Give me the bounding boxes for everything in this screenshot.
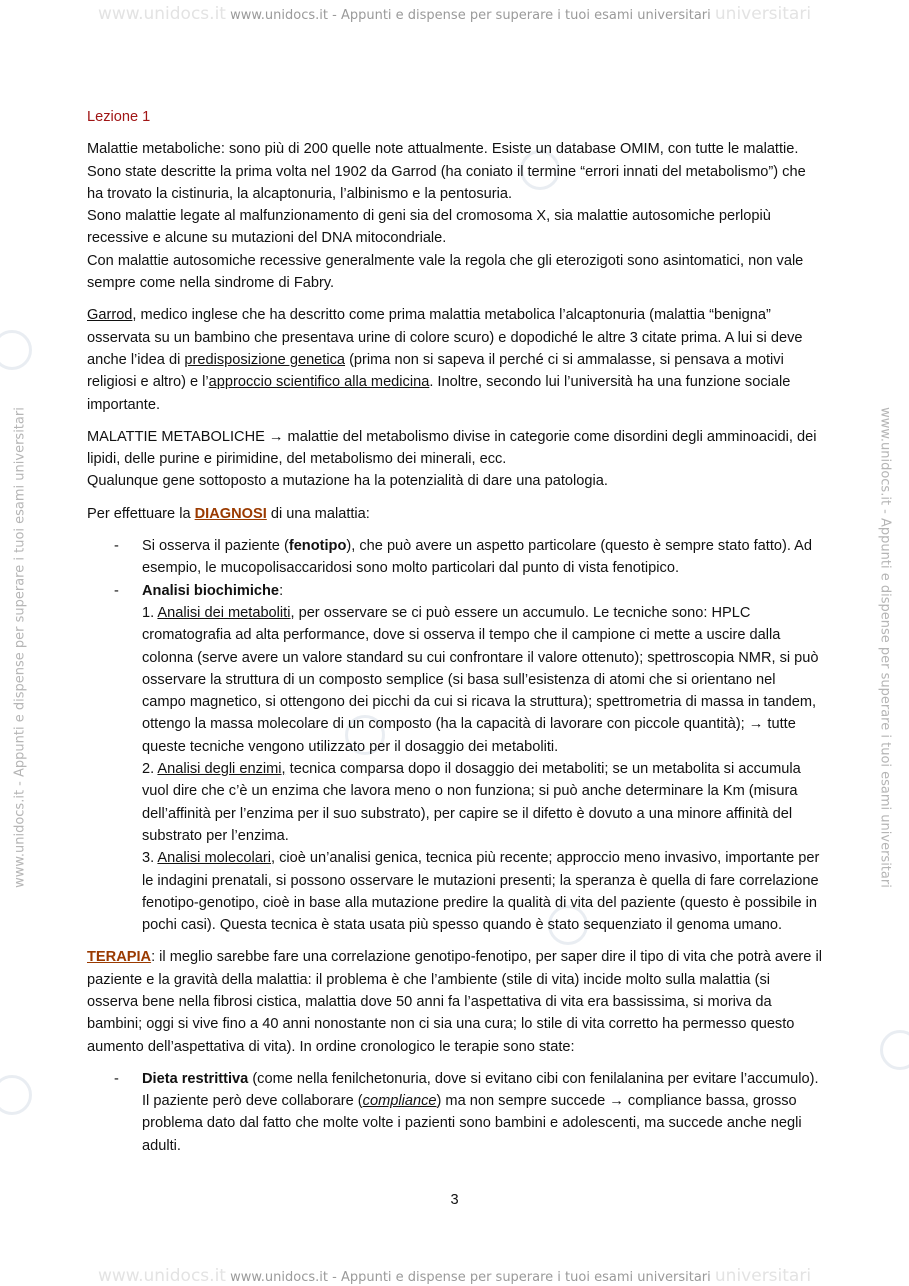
watermark-ghost-left: www.unidocs.it — [97, 4, 226, 24]
fenotipo-text: ), che può avere un aspetto particolare (questo è sempre stato fatto). Ad esempio, le mucopolisaccaridosi sono molto particolari dal punto di vista fenotipico. — [142, 538, 813, 577]
watermark-left: www.unidocs.it - Appunti e dispense per superare i tuoi esami universitari — [12, 407, 28, 888]
diagnosi-link[interactable]: DIAGNOSI — [194, 505, 267, 522]
paragraph-intro — [87, 138, 822, 294]
intro-text-2: Sono malattie legate al malfunzionamento di geni sia del cromosoma X, sia malattie autosomiche perlopiù recessive e alcune su mutazioni del DNA mitocondriale. — [87, 208, 771, 247]
lesson-title: Lezione 1 — [87, 109, 151, 125]
fenotipo-lead: Si osserva il paziente ( — [142, 538, 289, 555]
paragraph-diagnosi — [87, 503, 822, 525]
watermark-top — [0, 4, 909, 24]
dash-bullet: - — [114, 1070, 119, 1087]
watermark-right: www.unidocs.it - Appunti e dispense per superare i tuoi esami universitari — [877, 407, 893, 888]
intro-text-3: Con malattie autosomiche recessive generalmente vale la regola che gli eterozigoti sono asintomatici, non vale sempre come nella sindrome di Fabry. — [87, 252, 804, 292]
biochimiche-heading: Analisi biochimiche — [142, 582, 280, 599]
diagnosi-tail: di una malattia: — [266, 505, 370, 522]
paragraph-terapia — [87, 946, 822, 1057]
sub-number: 1. — [142, 604, 158, 621]
fenotipo-term: fenotipo — [288, 538, 347, 555]
page-number: 3 — [450, 1192, 459, 1208]
sub-number: 2. — [142, 761, 158, 778]
terapia-text: : il meglio sarebbe fare una correlazione genotipo-fenotipo, per saper dire il tipo di vita che potrà avere il paziente e la gravità della malattia: il problema è che l’ambiente (stile di vita) incide molto sulla malattia (si osserva bene nella fibrosi cistica, malattia dove 50 anni fa l’aspettativa di vita era bassissima, si moriva da bambini; oggi si vive fino a 40 anni nonostante non ci sia una cura; lo stile di vita corretto ha permesso questo aumento dell’aspettativa di vita). In ordine cronologico le terapie sono state: — [87, 949, 822, 1055]
dieta-text: (come nella fenilchetonuria, dove si evitano cibi con fenilalanina per evitare l’accumulo). Il paziente però deve collaborare ( — [142, 1070, 819, 1110]
metaboliti-term: Analisi dei metaboliti — [157, 604, 291, 621]
compliance-term: compliance — [362, 1093, 437, 1110]
paragraph-malattie-metaboliche — [87, 426, 822, 493]
document-body — [87, 106, 822, 1167]
biochimiche-colon: : — [279, 582, 284, 599]
enzimi-term: Analisi degli enzimi, — [157, 761, 286, 778]
garrod-text: , medico inglese che ha descritto come prima malattia metabolica l’alcaptonuria (malattia “benigna” osservata su un bambino che presentava urine di colore scuro) e dopodiché le altre 3 citate prima. A lui si deve anche l’idea di — [87, 307, 803, 368]
sub-item-molecolari — [142, 847, 822, 936]
intro-text: Malattie metaboliche: sono più di 200 quelle note attualmente. Esiste un database OMIM, con tutte le malattie. Sono state descritte la prima volta nel 1902 da Garrod (ha coniato il termine “errori innati del metabolismo”) che ha trovato la cistinuria, la alcaptonuria, l’albinismo e la pentosuria. — [87, 141, 806, 202]
garrod-text-3: . Inoltre, secondo lui l’università ha una funzione sociale importante. — [87, 374, 791, 413]
list-item — [87, 535, 822, 580]
dash-bullet: - — [114, 538, 119, 555]
watermark-banner-bottom: www.unidocs.it - Appunti e dispense per superare i tuoi esami universitari — [230, 1270, 711, 1285]
malattie-text: MALATTIE METABOLICHE → malattie del metabolismo divise in categorie come disordini degli amminoacidi, dei lipidi, delle purine e pirimidine, del metabolismo dei minerali, ecc. — [87, 428, 817, 468]
watermark-ghost-right: universitari — [714, 4, 812, 24]
watermark-ghost-left-bottom: www.unidocs.it — [97, 1266, 226, 1286]
watermark-bottom — [0, 1266, 909, 1286]
sub-number: 3. — [142, 850, 158, 867]
garrod-term: Garrod — [87, 307, 133, 324]
watermark-banner-top: www.unidocs.it - Appunti e dispense per superare i tuoi esami universitari — [230, 8, 711, 23]
list-item — [87, 580, 822, 937]
watermark-logo-icon — [0, 1075, 32, 1115]
enzimi-text: tecnica comparsa dopo il dosaggio dei metaboliti; se un metabolita si accumula vuol dire che c’è un enzima che lavora meno o non funziona; si può anche determinare la Km (misura dell’affinità per l’enzima per il suo substrato), per capire se il difetto è dovuto a una minore affinità del substrato per l’enzima. — [142, 761, 801, 844]
dieta-text-2: ) ma non sempre succede → compliance bassa, grosso problema dato dal fatto che molte volte i pazienti sono bambini e adolescenti, ma succede anche negli adulti. — [142, 1093, 802, 1154]
molecolari-text: , cioè un’analisi genica, tecnica più recente; approccio meno invasivo, importante per le indagini prenatali, si possono osservare le mutazioni presenti; la speranza è quella di fare correlazione fenotipo-genotipo, cioè in base alla mutazione predire la qualità di vita del paziente (questo è possibile in pochi casi). Questa tecnica è stata usata più spesso quando è stato sequenziato il genoma umano. — [142, 850, 820, 934]
diagnosi-list — [87, 535, 822, 936]
paragraph-garrod — [87, 304, 822, 415]
malattie-text-2: Qualunque gene sottoposto a mutazione ha la potenzialità di dare una patologia. — [87, 473, 608, 490]
diagnosi-lead: Per effettuare la — [87, 505, 195, 522]
terapia-list — [87, 1068, 822, 1157]
metaboliti-text: , per osservare se ci può essere un accumulo. Le tecniche sono: HPLC cromatografia ad alta performance, dove si osserva il tempo che il campione ci mette a uscire dalla colonna (serve avere un valore standard su cui confrontare il valore ottenuto); spettroscopia NMR, si può osservare la struttura di un composto semplice (si basa sull’esistenza di atomi che si orientano nel campo magnetico, si ottengono dei picchi da cui si ricava la struttura); spettrometria di massa in tandem, ottengo la massa molecolare di un composto (ha la capacità di lavorare con piccole quantità); → tutte queste tecniche vengono utilizzato per il dosaggio dei metaboliti. — [142, 604, 819, 755]
garrod-text-2: (prima non si sapeva il perché ci si ammalasse, si pensava a motivi religiosi e altro) e l’ — [87, 351, 784, 391]
watermark-ghost-right-bottom: universitari — [714, 1266, 812, 1286]
terapia-link[interactable]: TERAPIA — [87, 949, 152, 966]
dash-bullet: - — [114, 582, 119, 599]
sub-item-metaboliti — [142, 602, 822, 758]
sub-item-enzimi — [142, 758, 822, 847]
approccio-term: approccio scientifico alla medicina — [208, 374, 430, 391]
list-item — [87, 1068, 822, 1157]
predisposizione-term: predisposizione genetica — [184, 351, 346, 368]
molecolari-term: Analisi molecolari — [157, 850, 271, 867]
dieta-heading: Dieta restrittiva — [142, 1070, 249, 1087]
